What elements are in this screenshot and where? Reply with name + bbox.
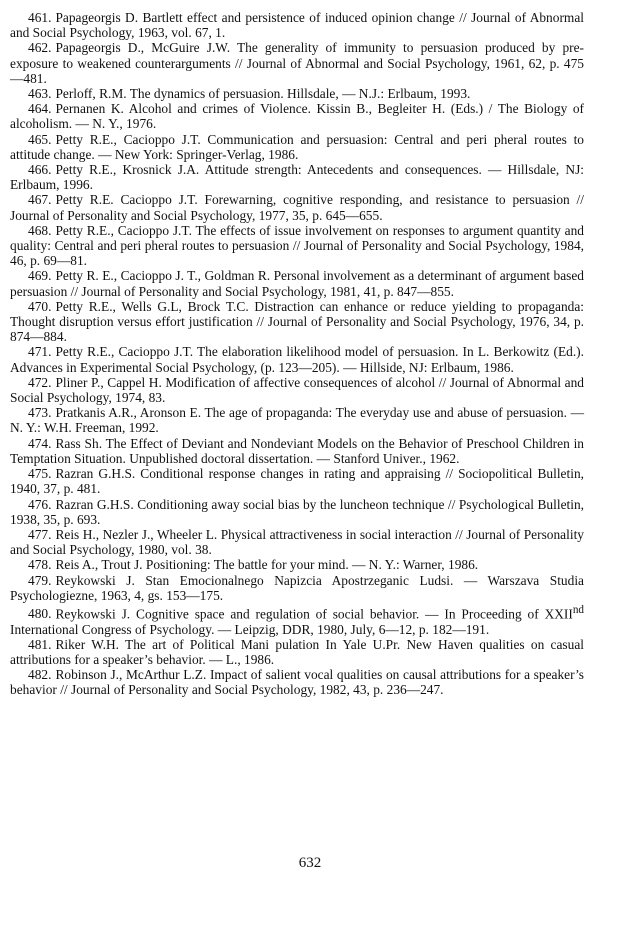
reference-item	[10, 603, 584, 637]
reference-number: 469.	[28, 268, 52, 284]
reference-number: 462.	[28, 40, 52, 56]
reference-text: Robinson J., McArthur L.Z. Impact of salient vocal qualities on causal attributions for a speaker’s behavior // Journal of Personality and Social Psychology, 1982, 43, p. 236—247.	[10, 667, 584, 698]
reference-text: Petty R. E., Cacioppo J. T., Goldman R. Personal involvement as a determinant of argument based persuasion // Journal of Personality and Social Psychology, 1981, 41, p. 847—855.	[10, 268, 584, 299]
reference-text: Reis H., Nezler J., Wheeler L. Physical attractiveness in social interaction // Journal of Personality and Social Psychology, 1980, vol. 38.	[10, 526, 584, 558]
reference-text: Petty R.E., Wells G.L, Brock T.C. Distraction can enhance or reduce yielding to propaganda: Thought disruption versus effort justification // Journal of Personality and Social Psychology, 1976, 34, p. 874—884.	[10, 298, 584, 345]
reference-item	[10, 527, 584, 557]
reference-text: Papageorgis D. Bartlett effect and persistence of induced opinion change // Journal of Abnormal and Social Psychology, 1963, vol. 67, 1.	[10, 10, 584, 41]
reference-item	[10, 667, 584, 697]
page-number: 632	[298, 855, 322, 871]
reference-number: 461.	[28, 10, 52, 25]
reference-text: Reykowski J. Cognitive space and regulation of social behavior. — In Proceeding of XXII	[55, 606, 573, 622]
reference-number: 477.	[28, 526, 52, 542]
reference-number: 463.	[28, 86, 52, 102]
reference-text: Reis A., Trout J. Positioning: The battle for your mind. — N. Y.: Warner, 1986.	[55, 557, 479, 573]
reference-text: Pernanen K. Alcohol and crimes of Violence. Kissin B., Begleiter H. (Eds.) / The Biology of alcoholism. — N. Y., 1976.	[10, 101, 584, 132]
reference-number: 464.	[28, 101, 52, 117]
reference-number: 465.	[28, 131, 52, 147]
reference-number: 480.	[28, 606, 52, 622]
reference-number: 468.	[28, 222, 52, 238]
reference-number: 467.	[28, 192, 52, 208]
reference-number: 476.	[28, 496, 52, 512]
reference-number: 481.	[28, 636, 52, 652]
reference-item	[10, 299, 584, 345]
reference-item	[10, 436, 584, 466]
reference-item	[10, 223, 584, 269]
reference-item	[10, 10, 584, 40]
reference-item	[10, 405, 584, 435]
reference-text: Rass Sh. The Effect of Deviant and Nondeviant Models on the Behavior of Preschool Children in Temptation Situation. Unpublished doctoral dissertation. — Stanford Univer., 1962.	[10, 435, 584, 466]
reference-text: Razran G.H.S. Conditional response changes in rating and appraising // Sociopolitical Bulletin, 1940, 37, p. 481.	[10, 466, 584, 497]
ordinal-superscript: nd	[572, 603, 584, 616]
reference-text: Reykowski J. Stan Emocionalnego Napizcia Apostrzeganic Ludsi. — Warszava Studia Psychologiezne, 1963, 4, gs. 153—175.	[10, 572, 584, 603]
reference-item	[10, 162, 584, 192]
reference-item	[10, 132, 584, 162]
reference-item	[10, 637, 584, 667]
reference-item	[10, 344, 584, 374]
reference-number: 478.	[28, 557, 52, 573]
reference-text: International Congress of Psychology. — Leipzig, DDR, 1980, July, 6—12, p. 182—191.	[10, 621, 490, 637]
reference-item	[10, 40, 584, 86]
reference-text: Petty R.E., Cacioppo J.T. The effects of issue involvement on responses to argument quantity and quality: Central and peri pheral routes to persuasion // Journal of Personality and Social Psychology, 1984, 46, p. 69—81.	[10, 222, 584, 269]
reference-number: 471.	[28, 344, 52, 360]
reference-text: Pratkanis A.R., Aronson E. The age of propaganda: The everyday use and abuse of persuasion. — N. Y.: W.H. Freeman, 1992.	[10, 405, 584, 436]
reference-text: Papageorgis D., McGuire J.W. The generality of immunity to persuasion produced by pre-exposure to weakened counterarguments // Journal of Abnormal and Social Psychology, 1961, 62, p. 475—481.	[10, 40, 584, 86]
reference-text: Perloff, R.M. The dynamics of persuasion. Hillsdale, — N.J.: Erlbaum, 1993.	[55, 86, 471, 102]
reference-text: Petty R.E., Krosnick J.A. Attitude strength: Antecedents and consequences. — Hillsdale, NJ: Erlbaum, 1996.	[10, 162, 584, 193]
reference-item	[10, 375, 584, 405]
reference-text: Petty R.E. Cacioppo J.T. Forewarning, cognitive responding, and resistance to persuasion // Journal of Personality and Social Psychology, 1977, 35, p. 645—655.	[10, 192, 584, 223]
reference-number: 472.	[28, 374, 52, 390]
reference-number: 475.	[28, 466, 52, 482]
reference-item	[10, 557, 584, 572]
reference-number: 470.	[28, 298, 52, 314]
reference-item	[10, 268, 584, 298]
reference-item	[10, 86, 584, 101]
reference-text: Razran G.H.S. Conditioning away social bias by the luncheon technique // Psychological Bulletin, 1938, 35, p. 693.	[10, 496, 584, 527]
reference-list	[10, 10, 584, 698]
reference-item	[10, 573, 584, 603]
reference-text: Riker W.H. The art of Political Mani pulation In Yale U.Pr. New Haven qualities on casual attributions for a speaker’s behavior. — L., 1986.	[10, 636, 584, 667]
reference-number: 482.	[28, 667, 52, 683]
reference-number: 479.	[28, 572, 52, 588]
reference-item	[10, 192, 584, 222]
reference-number: 474.	[28, 435, 52, 451]
reference-number: 473.	[28, 405, 52, 421]
reference-text: Petty R.E., Cacioppo J.T. Communication and persuasion: Central and peri pheral routes to attitude change. — New York: Springer-Verlag, 1986.	[10, 131, 584, 162]
reference-text: Petty R.E., Cacioppo J.T. The elaboration likelihood model of persuasion. In L. Berkowitz (Ed.). Advances in Experimental Social Psychology, (p. 123—205). — Hillside, NJ: Erlbaum, 1986.	[10, 344, 584, 375]
reference-item	[10, 101, 584, 131]
reference-item	[10, 466, 584, 496]
reference-text: Pliner P., Cappel H. Modification of affective consequences of alcohol // Journal of Abnormal and Social Psychology, 1974, 83.	[10, 374, 584, 406]
reference-item	[10, 497, 584, 527]
reference-number: 466.	[28, 162, 52, 178]
